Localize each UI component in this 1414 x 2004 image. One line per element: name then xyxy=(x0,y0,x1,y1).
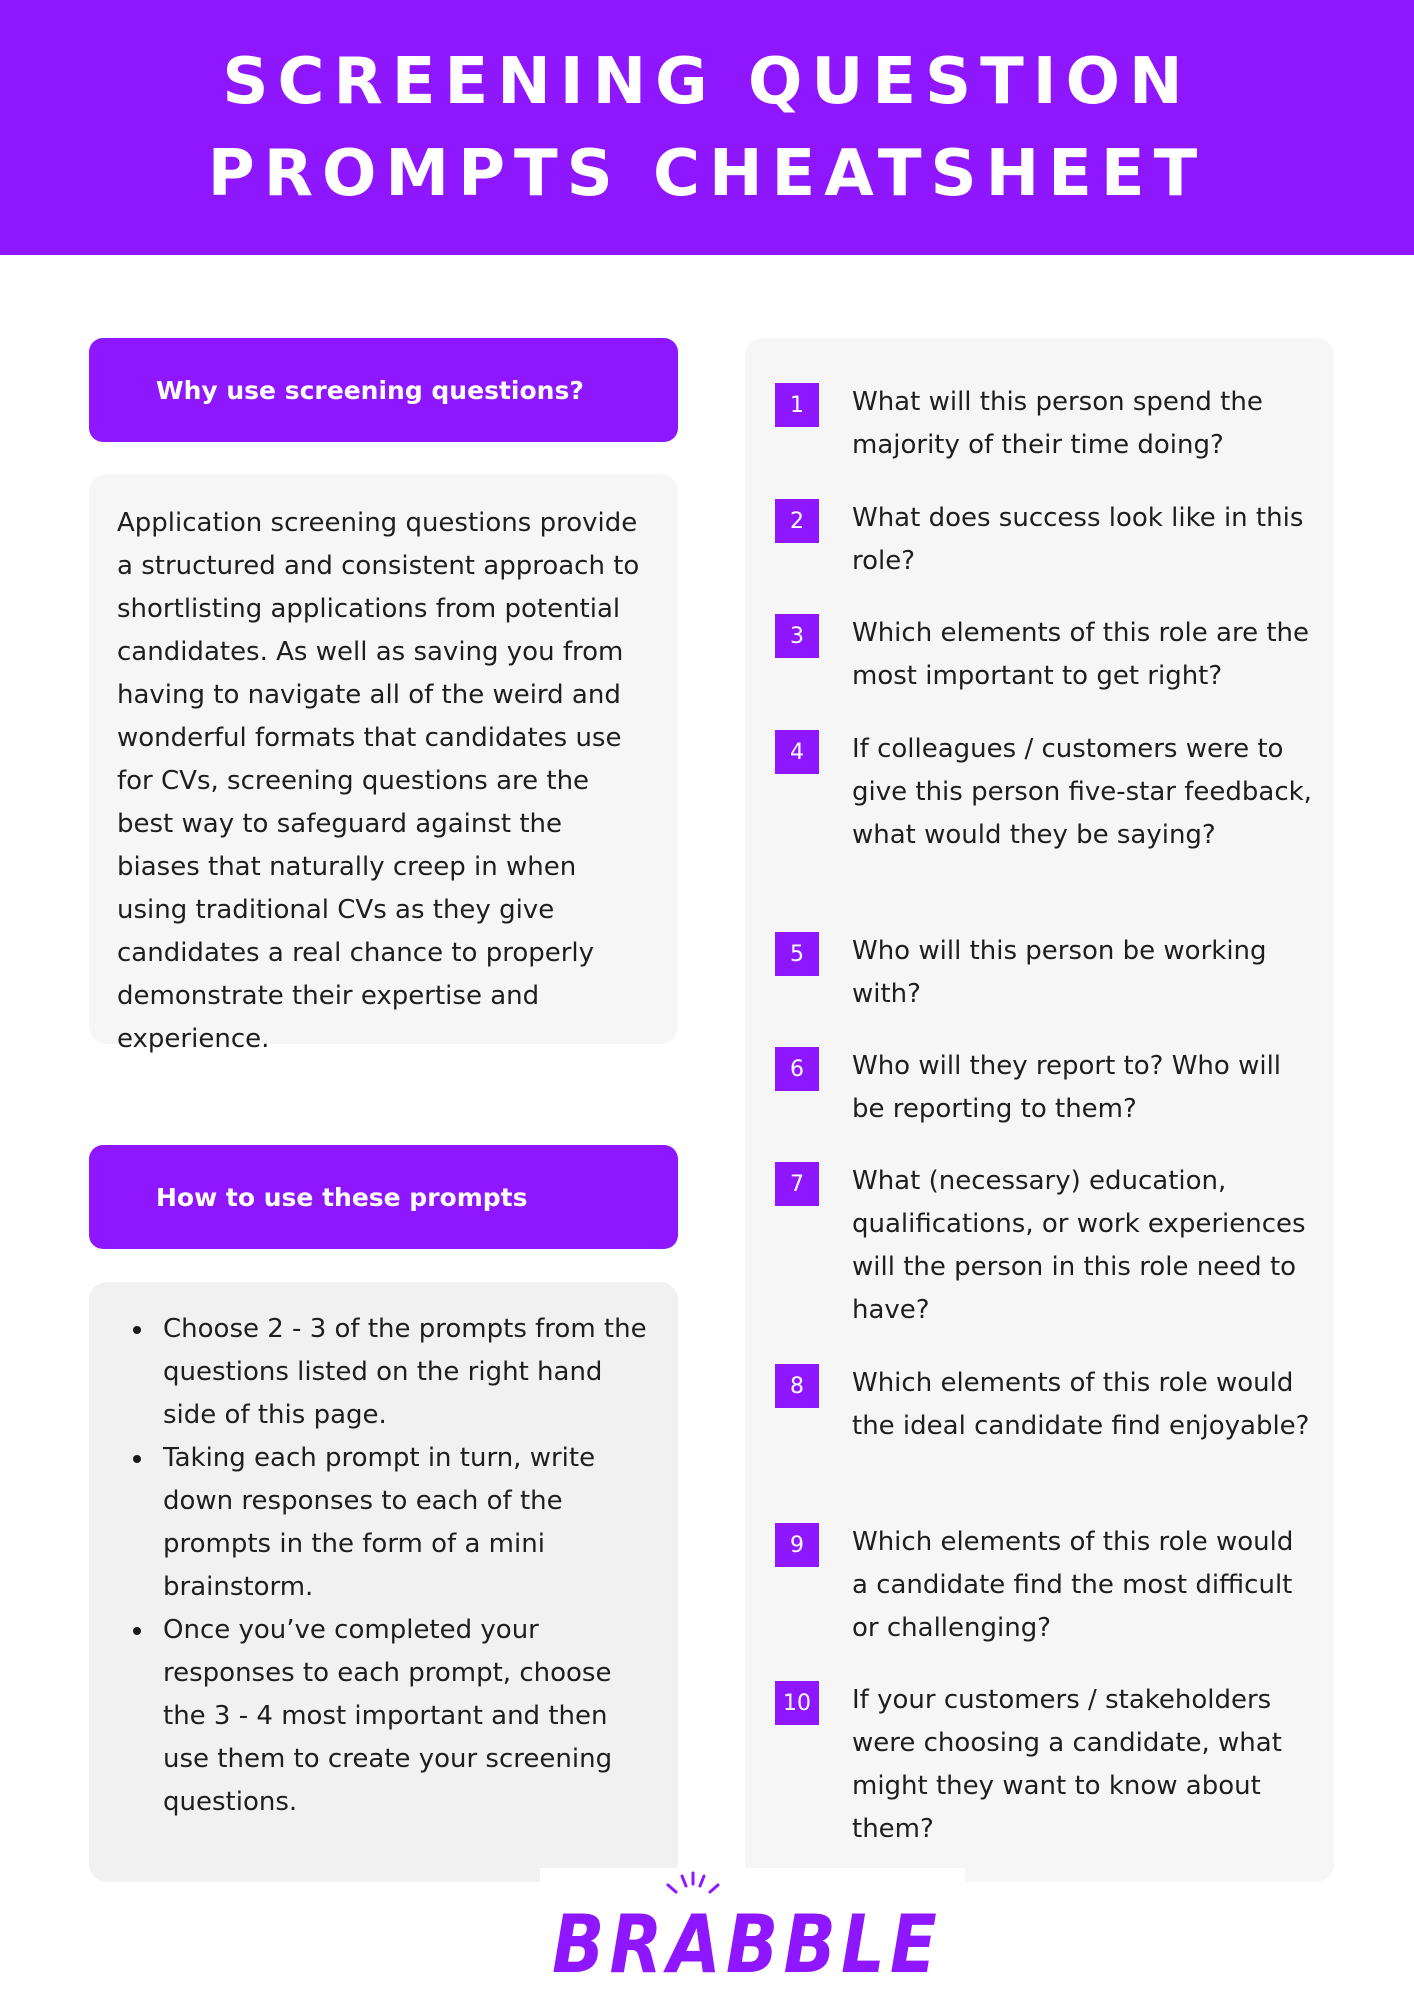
question-text: Which elements of this role are the most important to get right? xyxy=(852,618,1309,691)
how-step xyxy=(119,1308,656,1437)
question-number-badge: 3 xyxy=(775,614,819,658)
how-step-text: Once you’ve completed your responses to each prompt, choose the 3 - 4 most important and then use them to create your screening questions. xyxy=(163,1615,613,1817)
bullet-icon xyxy=(133,1455,141,1463)
question-text: Who will this person be working with? xyxy=(852,936,1267,1009)
question-number-badge: 6 xyxy=(775,1047,819,1091)
how-step-text: Choose 2 - 3 of the prompts from the questions listed on the right hand side of this page. xyxy=(163,1314,647,1430)
question-number-badge: 5 xyxy=(775,932,819,976)
page-header xyxy=(0,0,1414,255)
question-number-badge: 1 xyxy=(775,383,819,427)
question-number-badge: 10 xyxy=(775,1681,819,1725)
page-title-line-1: SCREENING QUESTION xyxy=(222,44,1192,119)
bullet-icon xyxy=(133,1326,141,1334)
page-title-line-2: PROMPTS CHEATSHEET xyxy=(207,136,1207,211)
question-text: What will this person spend the majority of their time doing? xyxy=(852,387,1263,460)
question-text: If colleagues / customers were to give this person five-star feedback, what would they be saying? xyxy=(852,734,1312,850)
why-heading: Why use screening questions? xyxy=(156,375,584,405)
why-card xyxy=(89,474,678,1054)
brand-logo xyxy=(0,1868,1414,2000)
question-number-badge: 2 xyxy=(775,499,819,543)
question-text: Who will they report to? Who will be reporting to them? xyxy=(852,1051,1282,1124)
why-heading-banner xyxy=(89,338,678,442)
how-heading: How to use these prompts xyxy=(156,1182,528,1212)
question-number-badge: 9 xyxy=(775,1523,819,1567)
bullet-icon xyxy=(133,1627,141,1635)
question-number-badge: 7 xyxy=(775,1162,819,1206)
how-card xyxy=(89,1282,678,1882)
how-steps-list xyxy=(119,1308,656,1824)
how-step-text: Taking each prompt in turn, write down responses to each of the prompts in the form of a mini brainstorm. xyxy=(163,1443,596,1602)
question-text: What does success look like in this role? xyxy=(852,503,1304,576)
question-text: Which elements of this role would the ideal candidate find enjoyable? xyxy=(852,1368,1310,1441)
why-body-text: Application screening questions provide a structured and consistent approach to shortlisting applications from potential candidates. As well as saving you from having to navigate all of the weird and wonderful formats that candidates use for CVs, screening questions are the best way to safeguard against the biases that naturally creep in when using traditional CVs as they give candidates a real chance to properly demonstrate their expertise and experience. xyxy=(117,508,640,1054)
how-step xyxy=(119,1437,656,1609)
question-number-badge: 4 xyxy=(775,730,819,774)
how-heading-banner xyxy=(89,1145,678,1249)
logo-text: BRABBLE xyxy=(552,1898,942,1991)
question-text: If your customers / stakeholders were choosing a candidate, what might they want to know about them? xyxy=(852,1685,1282,1844)
question-text: Which elements of this role would a candidate find the most difficult or challenging? xyxy=(852,1527,1294,1643)
how-step xyxy=(119,1609,656,1824)
question-number-badge: 8 xyxy=(775,1364,819,1408)
brabble-logo-icon xyxy=(0,1868,1414,2000)
question-text: What (necessary) education, qualifications, or work experiences will the person in this role need to have? xyxy=(852,1166,1306,1325)
